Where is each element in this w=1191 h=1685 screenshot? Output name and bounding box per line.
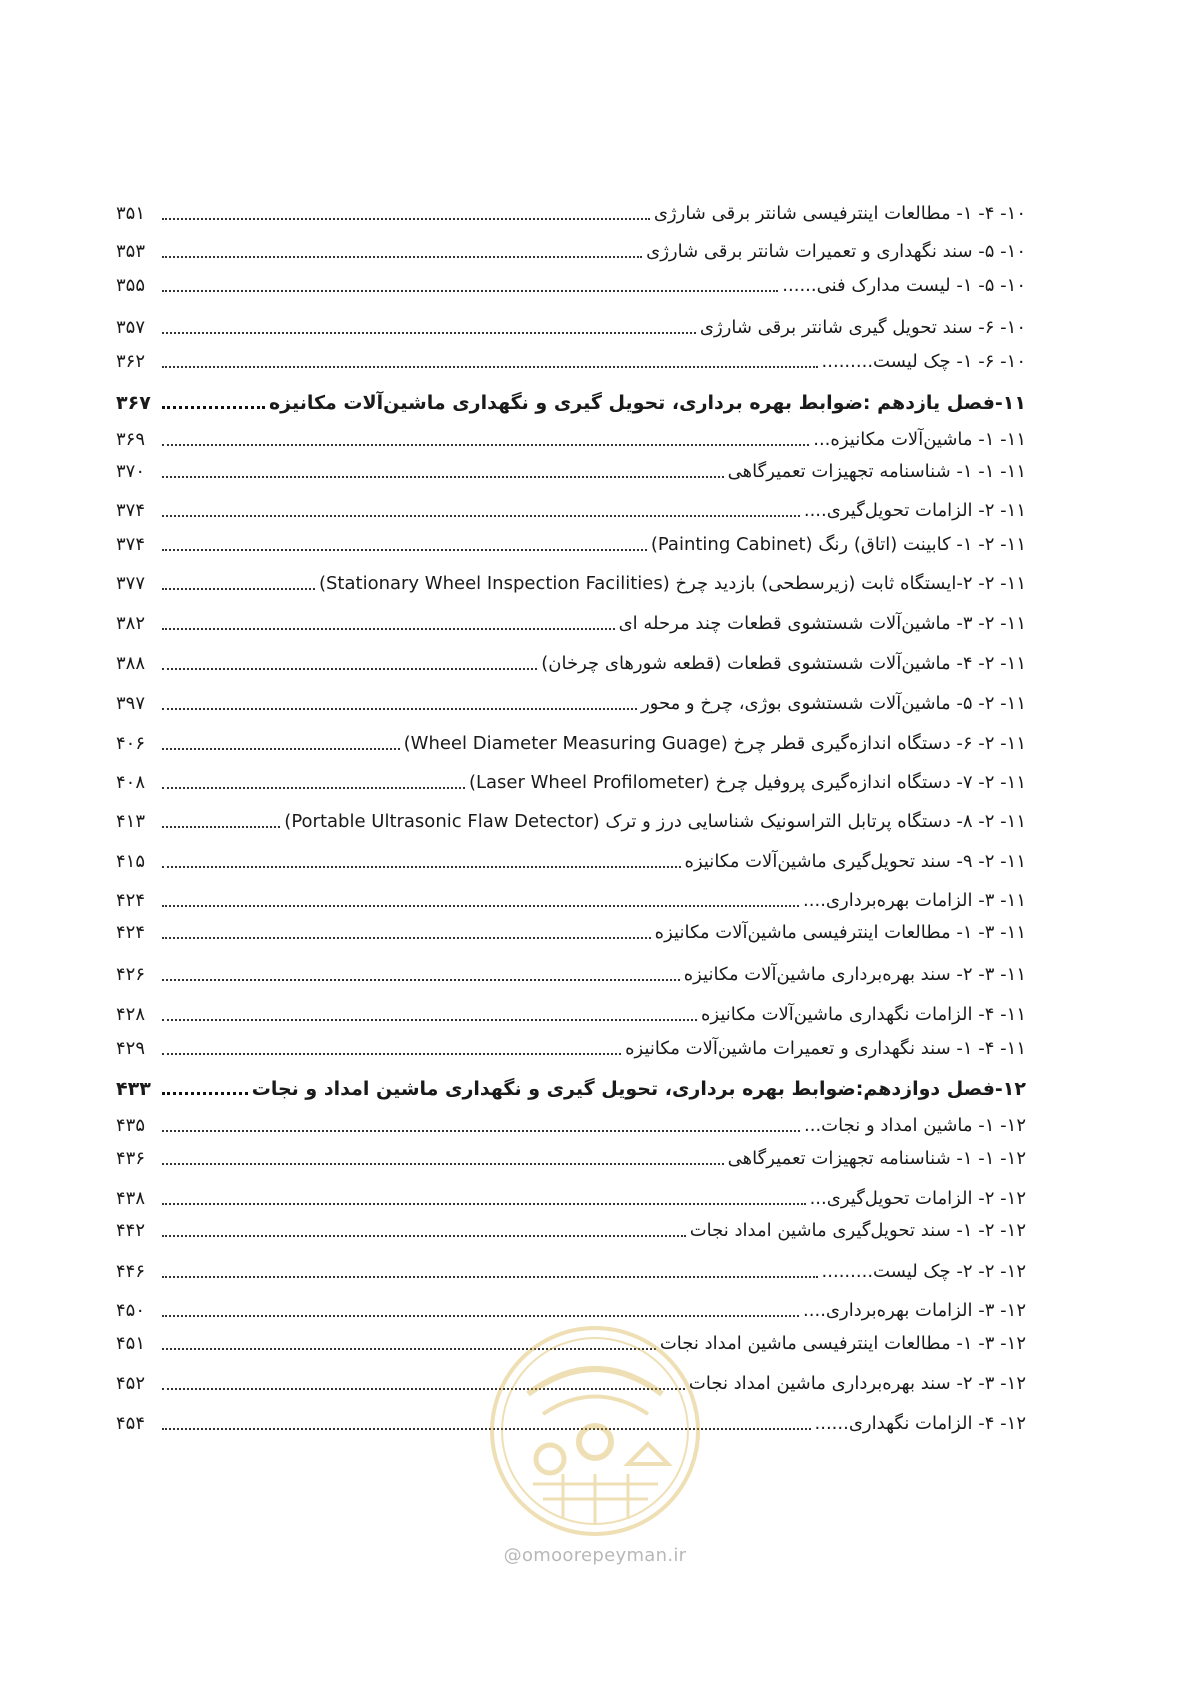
toc-entry[interactable] [116,883,1026,913]
toc-entry-title: ۱۱- ۱- ۱- شناسنامه تجهیزات تعمیرگاهی [727,461,1026,482]
dot-leader [162,668,537,670]
toc-page-number: ۴۲۴ [116,922,146,943]
dot-leader [162,444,809,446]
toc-page-number: ۴۳۸ [116,1188,146,1209]
toc-entry[interactable] [116,997,1026,1027]
dot-leader [162,1053,621,1055]
toc-entry[interactable] [116,1293,1026,1323]
toc-entry-title: ۱۱- ۲- ۸- دستگاه پرتابل التراسونیک شناسایی درز و ترک (Portable Ultrasonic Flaw Detector) [284,811,1026,832]
toc-page-number: ۳۶۲ [116,351,146,372]
dot-leader [162,1315,799,1317]
toc-entry[interactable] [116,234,1026,264]
toc-entry[interactable] [116,454,1026,484]
toc-entry-title: ۱۱- ۲- ۱- کابینت (اتاق) رنگ (Painting Cabinet) [650,534,1026,555]
toc-entry[interactable] [116,344,1026,374]
toc-page-number: ۳۵۱ [116,203,146,224]
toc-entry[interactable] [116,527,1026,557]
toc-page-number: ۴۳۵ [116,1115,146,1136]
toc-entry-title: ۱۲-فصل دوازدهم:ضوابط بهره برداری، تحویل گیری و نگهداری ماشین امداد و نجات [251,1078,1026,1100]
dot-leader [162,1235,686,1237]
toc-entry-title: ۱۱- ۲- ۶- دستگاه اندازه‌گیری قطر چرخ (Wheel Diameter Measuring Guage) [403,733,1026,754]
toc-entry-title: ۱۱- ۲- ۳- ماشین‌آلات شستشوی قطعات چند مرحله ای [618,613,1026,634]
dot-leader [162,1019,697,1021]
dot-leader [162,406,265,409]
dot-leader [162,1130,800,1132]
toc-entry[interactable] [116,422,1026,452]
dot-leader [162,256,642,258]
toc-page-number: ۴۵۴ [116,1413,146,1434]
toc-entry[interactable] [116,268,1026,298]
dot-leader [162,708,637,710]
dot-leader [162,826,280,828]
toc-entry-title: ۱۱- ۴- الزامات نگهداری ماشین‌آلات مکانیزه [700,1004,1026,1025]
dot-leader [162,1163,724,1165]
dot-leader [162,1428,811,1430]
dot-leader [162,366,818,368]
toc-page-number: ۴۲۸ [116,1004,146,1025]
toc-page-number: ۴۴۲ [116,1220,146,1241]
toc-page-number: ۳۶۹ [116,429,146,450]
toc-entry-title: ۱۱- ۲- ۵- ماشین‌آلات شستشوی بوژی، چرخ و محور [640,693,1026,714]
toc-entry-title: ۱۰- ۶- ۱- چک لیست......... [821,351,1026,372]
toc-page-number: ۳۵۷ [116,317,146,338]
toc-chapter-entry[interactable] [116,385,1026,415]
toc-entry[interactable] [116,686,1026,716]
toc-entry[interactable] [116,1406,1026,1436]
toc-page-number: ۴۲۶ [116,964,146,985]
dot-leader [162,1276,818,1278]
toc-entry-title: ۱۱- ۴- ۱- سند نگهداری و تعمیرات ماشین‌آلات مکانیزه [625,1038,1026,1059]
toc-page-number: ۴۵۰ [116,1300,146,1321]
toc-entry[interactable] [116,957,1026,987]
toc-page-number: ۴۵۱ [116,1333,146,1354]
dot-leader [162,748,400,750]
toc-page-number: ۴۰۸ [116,772,146,793]
toc-entry-title: ۱۱- ۲- ۴- ماشین‌آلات شستشوی قطعات (قطعه شورهای چرخان) [541,653,1026,674]
toc-page-number: ۳۹۷ [116,693,146,714]
toc-page-number: ۳۸۲ [116,613,146,634]
toc-entry-title: ۱۱- ۳- ۱- مطالعات اینترفیسی ماشین‌آلات مکانیزه [654,922,1026,943]
toc-entry[interactable] [116,1326,1026,1356]
dot-leader [162,332,696,334]
dot-leader [162,549,647,551]
toc-page-number: ۳۷۴ [116,500,146,521]
toc-entry-title: ۱۲- ۱- ماشین امداد و نجات... [804,1115,1026,1136]
toc-entry[interactable] [116,1031,1026,1061]
toc-entry[interactable] [116,915,1026,945]
dot-leader [162,1348,656,1350]
toc-entry[interactable] [116,1181,1026,1211]
watermark-url: @omoorepeyman.ir [503,1545,687,1566]
toc-page-number: ۴۰۶ [116,733,146,754]
toc-entry-title: ۱۲- ۳- ۲- سند بهره‌برداری ماشین امداد نجات [688,1373,1026,1394]
dot-leader [162,937,651,939]
dot-leader [162,628,615,630]
toc-page-number: ۴۳۶ [116,1148,146,1169]
dot-leader [162,866,681,868]
toc-entry[interactable] [116,1108,1026,1138]
dot-leader [162,290,778,292]
toc-entry[interactable] [116,765,1026,795]
toc-page-number: ۴۴۶ [116,1261,146,1282]
toc-entry-title: ۱۱- ۱- ماشین‌آلات مکانیزه... [813,429,1026,450]
toc-entry-title: ۱۱- ۳- الزامات بهره‌برداری.... [803,890,1026,911]
toc-entry-title: ۱۲- ۲- الزامات تحویل‌گیری... [809,1188,1026,1209]
toc-page-number: ۳۷۷ [116,573,146,594]
toc-page-number: ۴۲۹ [116,1038,146,1059]
dot-leader [162,588,315,590]
dot-leader [162,1203,806,1205]
toc-entry-title: ۱۱- ۲- ۲-ایستگاه ثابت (زیرسطحی) بازدید چرخ (Stationary Wheel Inspection Facilities) [318,573,1026,594]
dot-leader [162,476,724,478]
toc-entry[interactable] [116,646,1026,676]
toc-chapter-entry[interactable] [116,1071,1026,1101]
toc-entry-title: ۱۰- ۶- سند تحویل گیری شانتر برقی شارژی [699,317,1026,338]
toc-entry-title: ۱۱- ۲- الزامات تحویل‌گیری.... [803,500,1026,521]
toc-page-number: ۴۲۴ [116,890,146,911]
dot-leader [162,787,465,789]
toc-entry[interactable] [116,566,1026,596]
toc-page-number: ۳۸۸ [116,653,146,674]
toc-entry-title: ۱۲- ۳- ۱- مطالعات اینترفیسی ماشین امداد نجات [659,1333,1026,1354]
toc-entry[interactable] [116,310,1026,340]
toc-entry-title: ۱۲- ۲- ۲- چک لیست......... [821,1261,1026,1282]
toc-entry-title: ۱۲- ۱- ۱- شناسنامه تجهیزات تعمیرگاهی [727,1148,1026,1169]
toc-entry[interactable] [116,804,1026,834]
toc-page-number: ۴۱۵ [116,851,146,872]
toc-entry-title: ۱۱- ۳- ۲- سند بهره‌برداری ماشین‌آلات مکانیزه [683,964,1026,985]
toc-entry-title: ۱۱- ۲- ۹- سند تحویل‌گیری ماشین‌آلات مکانیزه [684,851,1026,872]
toc-entry[interactable] [116,196,1026,226]
toc-entry[interactable] [116,606,1026,636]
toc-entry-title: ۱۰- ۴- ۱- مطالعات اینترفیسی شانتر برقی شارژی [653,203,1026,224]
toc-page-number: ۴۵۲ [116,1373,146,1394]
dot-leader [162,1388,685,1390]
toc-entry-title: ۱۲- ۲- ۱- سند تحویل‌گیری ماشین امداد نجات [689,1220,1026,1241]
toc-page-number: ۳۷۰ [116,461,146,482]
toc-entry[interactable] [116,844,1026,874]
dot-leader [162,979,680,981]
dot-leader [162,905,799,907]
toc-entry-title: ۱۲- ۴- الزامات نگهداری...... [814,1413,1026,1434]
toc-entry-title: ۱۰- ۵- ۱- لیست مدارک فنی...... [782,275,1026,296]
dot-leader [162,1092,248,1095]
toc-entry-title: ۱۱-فصل یازدهم :ضوابط بهره برداری، تحویل گیری و نگهداری ماشین‌آلات مکانیزه [268,392,1026,414]
toc-entry-title: ۱۱- ۲- ۷- دستگاه اندازه‌گیری پروفیل چرخ (Laser Wheel Profilometer) [468,772,1026,793]
toc-entry[interactable] [116,1213,1026,1243]
toc-entry[interactable] [116,1254,1026,1284]
toc-page-number: ۴۳۳ [116,1078,151,1100]
toc-page-number: ۳۵۳ [116,241,146,262]
dot-leader [162,515,800,517]
toc-page-number: ۳۵۵ [116,275,146,296]
toc-entry[interactable] [116,1141,1026,1171]
dot-leader [162,218,650,220]
toc-page-number: ۳۷۴ [116,534,146,555]
toc-page-number: ۳۶۷ [116,392,151,414]
toc-page-number: ۴۱۳ [116,811,146,832]
toc-entry[interactable] [116,493,1026,523]
toc-entry[interactable] [116,726,1026,756]
toc-entry-title: ۱۰- ۵- سند نگهداری و تعمیرات شانتر برقی شارژی [646,241,1026,262]
toc-entry-title: ۱۲- ۳- الزامات بهره‌برداری.... [803,1300,1026,1321]
toc-entry[interactable] [116,1366,1026,1396]
